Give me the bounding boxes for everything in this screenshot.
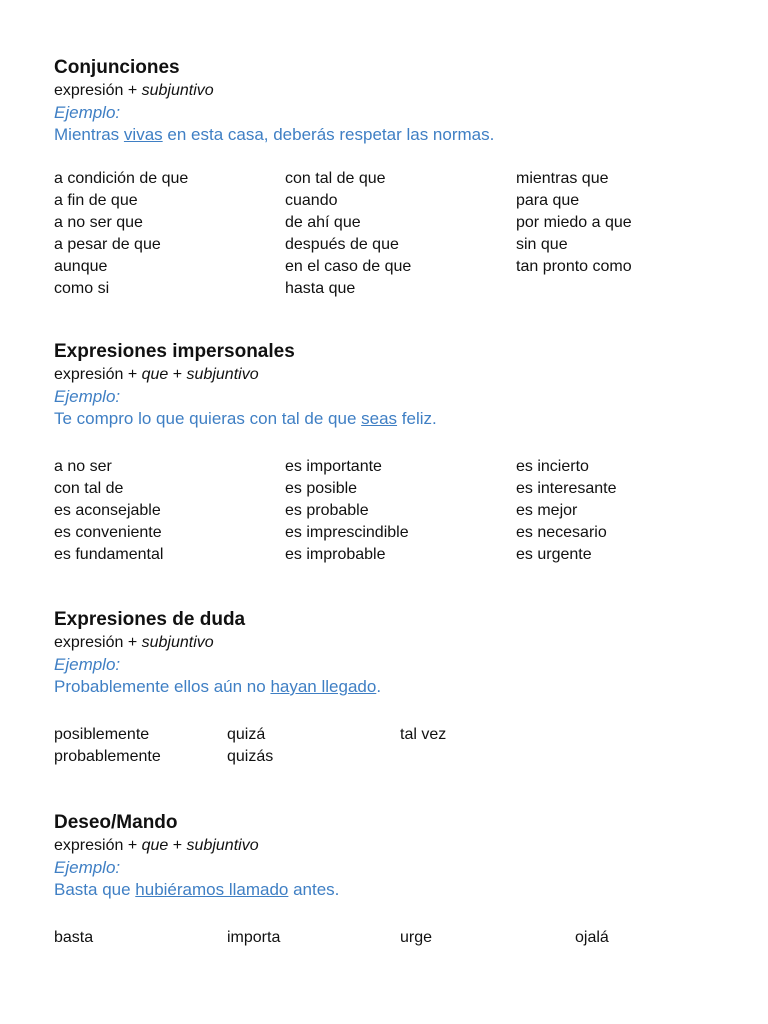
- list-item: ojalá: [575, 929, 609, 946]
- section-conjunciones: [54, 56, 754, 300]
- formula: [54, 632, 754, 654]
- list-item: es necesario: [516, 524, 607, 541]
- list-item: es incierto: [516, 458, 589, 475]
- example-after: .: [376, 677, 382, 696]
- example-sentence: [54, 676, 754, 698]
- list-item: aunque: [54, 258, 108, 275]
- column-3: [400, 927, 575, 949]
- list-item: es fundamental: [54, 546, 164, 563]
- list-item: quizá: [227, 726, 266, 743]
- section-title: Deseo/Mando: [54, 812, 178, 833]
- column-1: [54, 927, 227, 949]
- column-1: [54, 168, 285, 300]
- formula-part: +: [168, 366, 187, 383]
- column-4: [575, 927, 609, 949]
- example-label: Ejemplo:: [54, 103, 121, 122]
- column-3: [516, 456, 617, 566]
- formula: [54, 364, 754, 386]
- list-item: posiblemente: [54, 726, 150, 743]
- list-item: importa: [227, 929, 281, 946]
- list-item: es aconsejable: [54, 502, 161, 519]
- list-item: es conveniente: [54, 524, 162, 541]
- list-item: para que: [516, 192, 580, 209]
- list-item: por miedo a que: [516, 214, 632, 231]
- list-item: urge: [400, 929, 433, 946]
- list-item: es improbable: [285, 546, 386, 563]
- expression-columns: [54, 927, 754, 949]
- example-sentence: [54, 879, 754, 901]
- example-underlined: seas: [361, 409, 398, 428]
- list-item: tal vez: [400, 726, 447, 743]
- formula-part: expresión +: [54, 366, 142, 383]
- example-underlined: hubiéramos llamado: [135, 880, 289, 899]
- section-title: Conjunciones: [54, 57, 180, 78]
- list-item: tan pronto como: [516, 258, 632, 275]
- expression-columns: [54, 456, 754, 566]
- example-label: Ejemplo:: [54, 655, 121, 674]
- example-sentence: [54, 124, 754, 146]
- section-expresiones-de-duda: [54, 608, 754, 768]
- list-item: basta: [54, 929, 94, 946]
- list-item: hasta que: [285, 280, 356, 297]
- list-item: es mejor: [516, 502, 578, 519]
- list-item: mientras que: [516, 170, 609, 187]
- example-label: Ejemplo:: [54, 387, 121, 406]
- formula: [54, 80, 754, 102]
- example-after: feliz.: [397, 409, 437, 428]
- list-item: de ahí que: [285, 214, 361, 231]
- expression-columns: [54, 724, 754, 768]
- example-underlined: vivas: [123, 125, 163, 144]
- column-3: [516, 168, 632, 300]
- list-item: sin que: [516, 236, 568, 253]
- list-item: a fin de que: [54, 192, 138, 209]
- column-2: [285, 456, 516, 566]
- formula-part-italic: subjuntivo: [141, 82, 214, 99]
- example-after: antes.: [288, 880, 340, 899]
- list-item: como si: [54, 280, 110, 297]
- list-item: en el caso de que: [285, 258, 412, 275]
- list-item: es urgente: [516, 546, 592, 563]
- list-item: es importante: [285, 458, 382, 475]
- example-underlined: hayan llegado: [270, 677, 377, 696]
- list-item: a condición de que: [54, 170, 189, 187]
- example-before: Mientras: [54, 125, 124, 144]
- formula: [54, 835, 754, 857]
- list-item: con tal de: [54, 480, 124, 497]
- formula-part: expresión +: [54, 82, 142, 99]
- list-item: a no ser: [54, 458, 112, 475]
- formula-part-italic: subjuntivo: [186, 366, 259, 383]
- section-expresiones-impersonales: [54, 340, 754, 566]
- list-item: a no ser que: [54, 214, 143, 231]
- column-2: [227, 724, 400, 768]
- column-3: [400, 724, 446, 768]
- list-item: es posible: [285, 480, 358, 497]
- column-2: [227, 927, 400, 949]
- section-title: Expresiones de duda: [54, 609, 246, 630]
- column-1: [54, 724, 227, 768]
- example-sentence: [54, 408, 754, 430]
- section-deseo-mando: [54, 811, 754, 949]
- example-before: Probablemente ellos aún no: [54, 677, 271, 696]
- example-after: en esta casa, deberás respetar las normas.: [162, 125, 495, 144]
- formula-part: expresión +: [54, 837, 142, 854]
- list-item: después de que: [285, 236, 399, 253]
- example-label: Ejemplo:: [54, 858, 121, 877]
- formula-part-italic: que: [141, 366, 169, 383]
- example-before: Basta que: [54, 880, 136, 899]
- formula-part-italic: subjuntivo: [186, 837, 259, 854]
- list-item: es imprescindible: [285, 524, 409, 541]
- example-before: Te compro lo que quieras con tal de que: [54, 409, 362, 428]
- formula-part-italic: subjuntivo: [141, 634, 214, 651]
- list-item: es interesante: [516, 480, 617, 497]
- formula-part: expresión +: [54, 634, 142, 651]
- expression-columns: [54, 168, 754, 300]
- list-item: probablemente: [54, 748, 161, 765]
- list-item: cuando: [285, 192, 338, 209]
- list-item: quizás: [227, 748, 274, 765]
- column-2: [285, 168, 516, 300]
- section-title: Expresiones impersonales: [54, 341, 295, 362]
- formula-part: +: [168, 837, 187, 854]
- column-1: [54, 456, 285, 566]
- list-item: con tal de que: [285, 170, 386, 187]
- formula-part-italic: que: [141, 837, 169, 854]
- list-item: es probable: [285, 502, 369, 519]
- list-item: a pesar de que: [54, 236, 161, 253]
